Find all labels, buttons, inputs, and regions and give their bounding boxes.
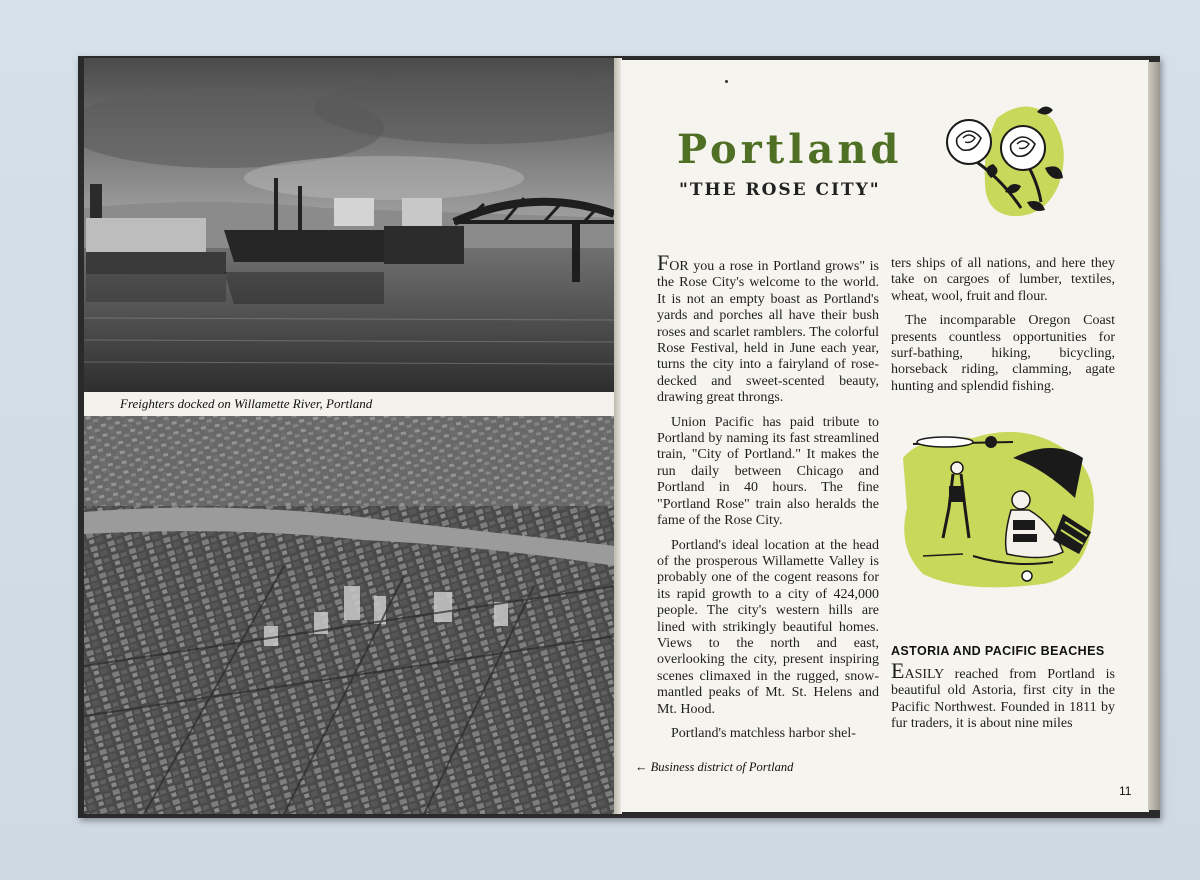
print-speck xyxy=(725,80,728,83)
paragraph-location: Portland's ideal location at the head of the prosperous Willamette Valley is probably one of the cogent reasons for its rapid growth to a city of 424,000 people. The city's western hills are lined with strikingly beautiful homes. Views to the north and east, overlooking the city, present inspiring scenes climaxed in the rugged, snow-mantled peaks of Mt. St. Helens and Mt. Hood. xyxy=(657,537,879,717)
aerial-city-photo xyxy=(84,416,616,814)
roses-illustration-icon xyxy=(941,98,1081,226)
astoria-heading: ASTORIA AND PACIFIC BEACHES xyxy=(891,644,1105,658)
page-number: 11 xyxy=(1119,784,1132,798)
astoria-text: ASILY reached from Portland is beautiful old Astoria, first city in the Pacific Northwest. Founded in 1811 by fur traders, it is about nine miles xyxy=(891,667,1115,732)
paragraph-harbor-cont: ters ships of all nations, and here they take on cargoes of lumber, textiles, wheat, wool, fruit and flour. xyxy=(891,256,1115,304)
paragraph-union-pacific: Union Pacific has paid tribute to Portland by naming its fast streamlined train, "City of Portland." It makes the run daily between Chicago and Portland in 40 hours. The fine "Portland Rose" train also heralds the fame of the Rose City. xyxy=(657,414,879,529)
beach-illustration-icon xyxy=(903,428,1099,590)
paragraph-text: OR you a rose in Portland grows" is the Rose City's welcome to the world. It is not an empty boast as Portland's yards and porches all have their bush roses and scarlet ramblers. The colorful Rose Festival, held in June each year, turns the city into a fairyland of rose-decked and sweet-scented beauty, drawing great throngs. xyxy=(657,259,879,406)
dropcap-f: F xyxy=(657,250,670,275)
river-photo-caption: Freighters docked on Willamette River, Portland xyxy=(120,396,373,411)
paragraph-rose-welcome xyxy=(657,250,879,407)
page-stack-edge xyxy=(1148,62,1160,810)
page-title: Portland xyxy=(677,126,903,173)
astoria-section xyxy=(891,644,1115,733)
river-freighters-photo xyxy=(84,58,616,392)
page-subtitle: "THE ROSE CITY" xyxy=(679,180,881,200)
paragraph-harbor: Portland's matchless harbor shel- xyxy=(671,725,856,741)
business-district-caption: ← Business district of Portland xyxy=(635,760,794,774)
paragraph-oregon-coast: The incomparable Oregon Coast presents countless opportunities for surf-bathing, hiking, bicycling, horseback riding, clamming, agate hunting and splendid fishing. xyxy=(891,313,1115,394)
right-page xyxy=(621,60,1149,812)
dropcap-e: E xyxy=(891,658,905,683)
left-page xyxy=(84,58,616,814)
astoria-paragraph xyxy=(891,658,1115,733)
text-column-left xyxy=(657,250,879,750)
text-column-right xyxy=(891,256,1115,403)
